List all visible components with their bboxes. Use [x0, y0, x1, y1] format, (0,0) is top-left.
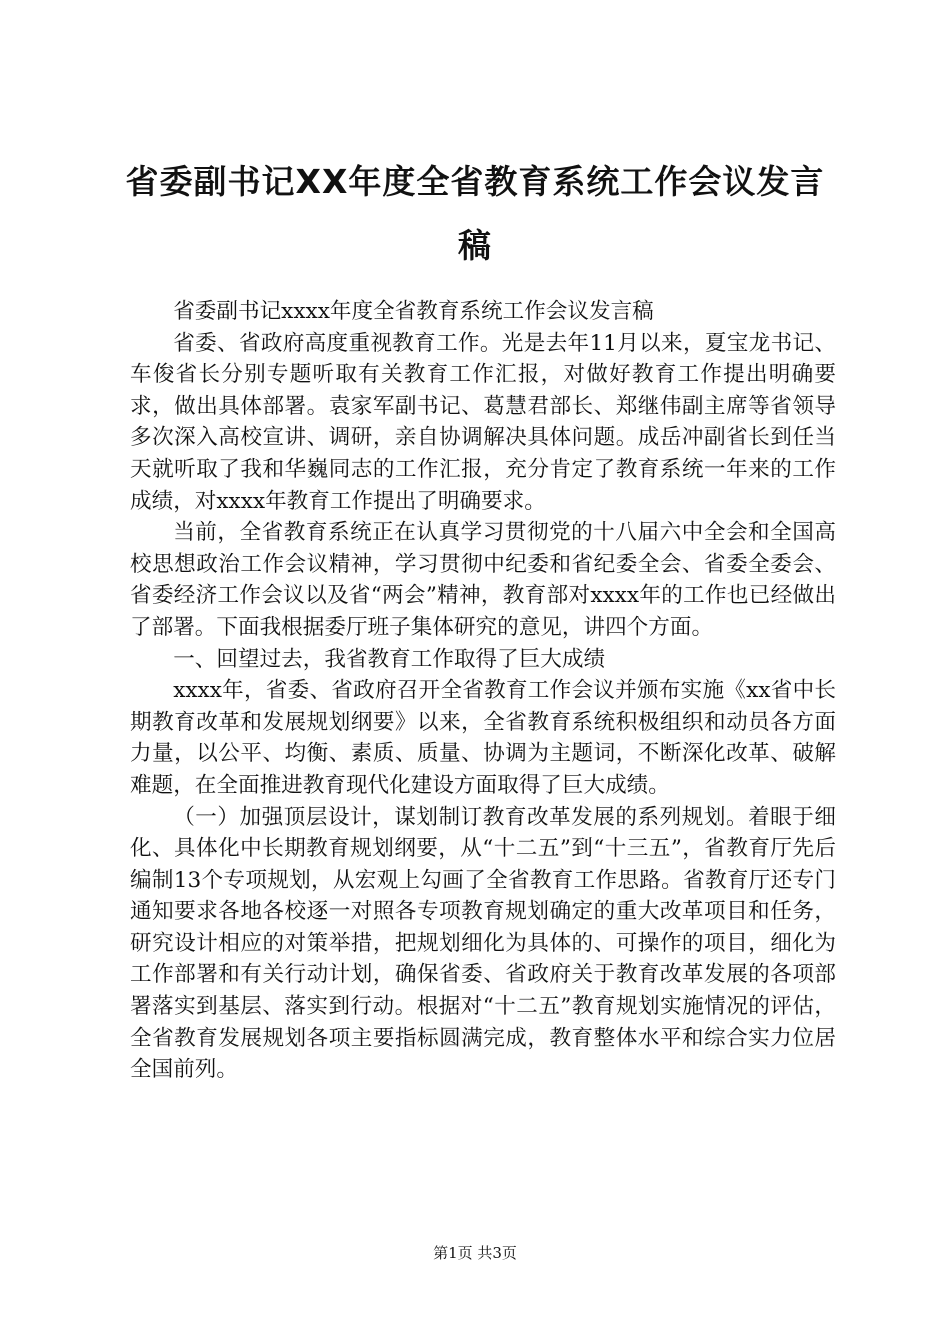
page-number-footer: 第1页 共3页: [433, 1244, 517, 1262]
paragraph: xxxx年，省委、省政府召开全省教育工作会议并颁布实施《xx省中长期教育改革和发展规划纲要》以来，全省教育系统积极组织和动员各方面力量，以公平、均衡、素质、质量、协调为主题词，不断深化改革、破解难题，在全面推进教育现代化建设方面取得了巨大成绩。: [130, 678, 836, 798]
paragraph-heading-line: 省委副书记xxxx年度全省教育系统工作会议发言稿: [173, 299, 654, 324]
paragraph: 当前，全省教育系统正在认真学习贯彻党的十八届六中全会和全国高校思想政治工作会议精神，学习贯彻中纪委和省纪委全会、省委全委会、省委经济工作会议以及省“两会”精神，教育部对xxxx年的工作也已经做出了部署。下面我根据委厅班子集体研究的意见，讲四个方面。: [130, 520, 836, 640]
paragraph: 省委、省政府高度重视教育工作。光是去年11月以来，夏宝龙书记、车俊省长分别专题听取有关教育工作汇报，对做好教育工作提出明确要求，做出具体部署。袁家军副书记、葛慧君部长、郑继伟副主席等省领导多次深入高校宣讲、调研，亲自协调解决具体问题。成岳冲副省长到任当天就听取了我和华巍同志的工作汇报，充分肯定了教育系统一年来的工作成绩，对xxxx年教育工作提出了明确要求。: [130, 330, 836, 514]
paragraph: （一）加强顶层设计，谋划制订教育改革发展的系列规划。着眼于细化、具体化中长期教育规划纲要，从“十二五”到“十三五”，省教育厅先后编制13个专项规划，从宏观上勾画了全省教育工作思路。省教育厅还专门通知要求各地各校逐一对照各专项教育规划确定的重大改革项目和任务，研究设计相应的对策举措，把规划细化为具体的、可操作的项目，细化为工作部署和有关行动计划，确保省委、省政府关于教育改革发展的各项部署落实到基层、落实到行动。根据对“十二五”教育规划实施情况的评估，全省教育发展规划各项主要指标圆满完成，教育整体水平和综合实力位居全国前列。: [130, 804, 836, 1083]
document-title: 省委副书记XX年度全省教育系统工作会议发言稿: [125, 162, 825, 265]
section-heading: 一、回望过去，我省教育工作取得了巨大成绩: [173, 646, 606, 672]
document-body: [130, 296, 836, 1086]
